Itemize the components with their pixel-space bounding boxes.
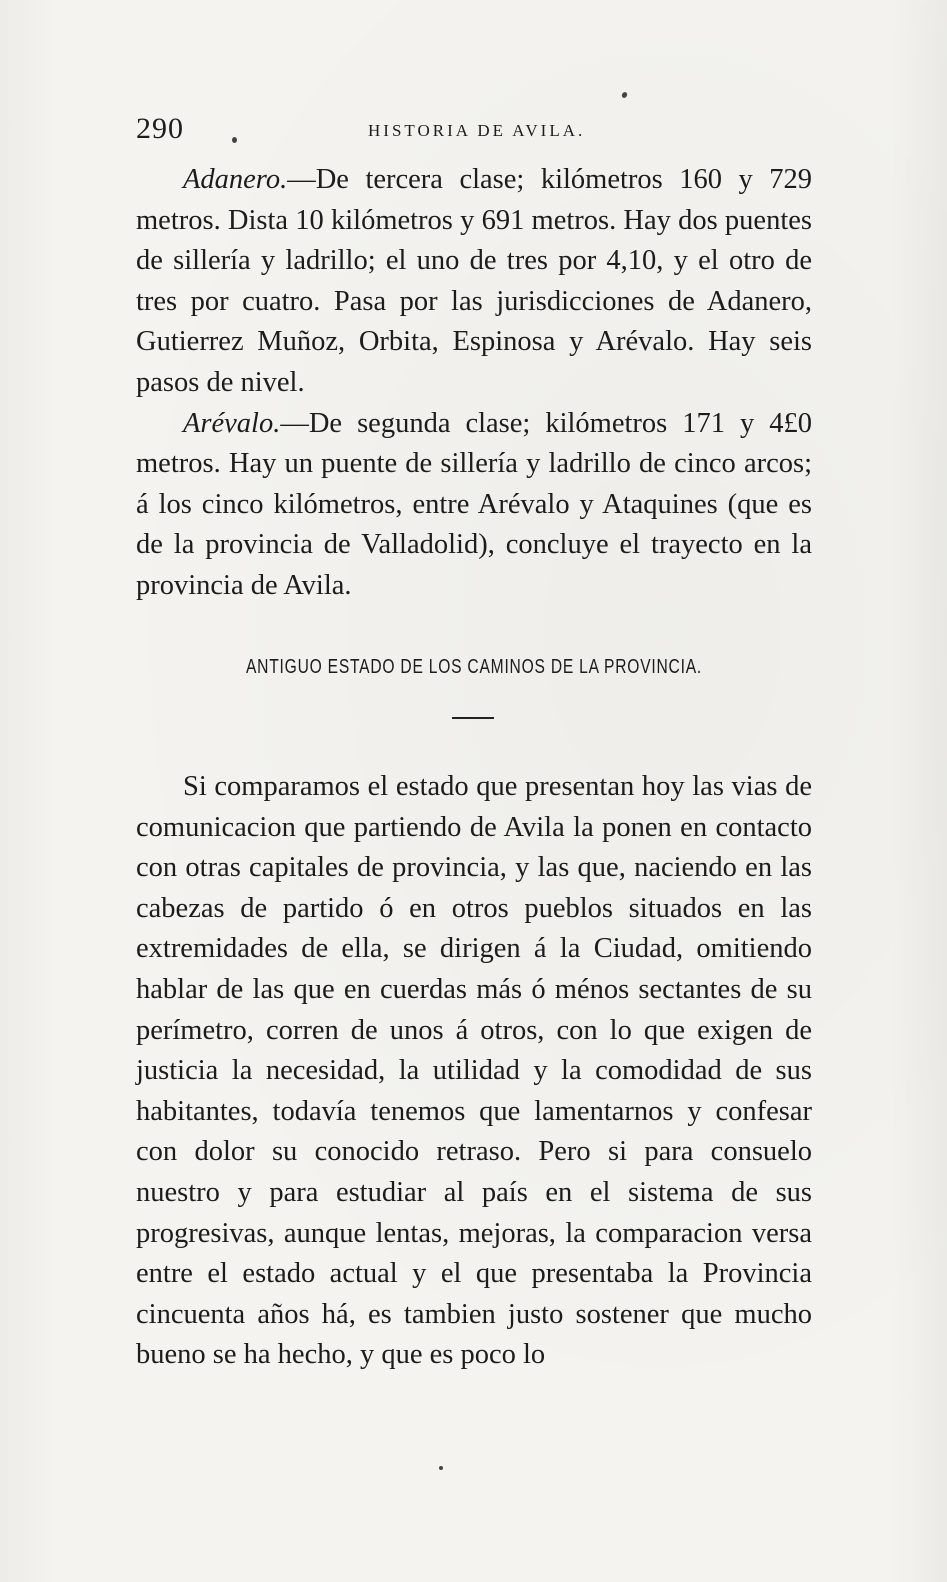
page-number: 290	[136, 112, 184, 145]
body-paragraph: Si comparamos el estado que presentan hoy las vias de comunicacion que partiendo de Avila la ponen en contacto con otras capitales de provincia, y las que, naciendo en las cabezas de partido ó en otros pueblos situados en las extremidades de ella, se dirigen á la Ciudad, omitiendo hablar de las que en cuerdas más ó ménos sectantes de su perímetro, corren de unos á otros, con lo que exigen de justicia la necesidad, la utilidad y la comodidad de sus habitantes, todavía tenemos que lamentarnos y confesar con dolor su conocido retraso. Pero si para consuelo nuestro y para estudiar al país en el sistema de sus progresivas, aunque lentas, mejoras, la comparacion versa entre el estado actual y el que presentaba la Provincia cincuenta años há, es tambien justo sostener que mucho bueno se ha hecho, y que es poco lo	[136, 771, 812, 1371]
entries-block	[136, 160, 812, 607]
entry-term: Adanero.	[183, 164, 288, 195]
ink-speck	[621, 91, 628, 99]
ink-speck	[232, 137, 237, 143]
entry-term: Arévalo.	[183, 407, 281, 439]
body-block	[136, 767, 812, 1376]
running-head	[136, 112, 816, 148]
section-heading: ANTIGUO ESTADO DE LOS CAMINOS DE LA PROVINCIA.	[245, 656, 703, 678]
entry-paragraph	[136, 160, 812, 404]
entry-text: —De segunda clase; kilómetros 171 y 4£0 metros. Hay un puente de sillería y ladrillo de cinco arcos; á los cinco kilómetros, entre Arévalo y Ataquines (que es de la provincia de Valladolid), concluye el trayecto en la provincia de Avila.	[136, 407, 812, 601]
entry-text: —De tercera clase; kilómetros 160 y 729 metros. Dista 10 kilómetros y 691 metros. Hay dos puentes de sillería y ladrillo; el uno de tres por 4,10, y el otro de tres por cuatro. Pasa por las jurisdicciones de Adanero, Gutierrez Muñoz, Orbita, Espinosa y Arévalo. Hay seis pasos de nivel.	[136, 164, 812, 398]
ink-speck	[439, 1466, 443, 1470]
heading-rule	[452, 717, 494, 719]
running-title: HISTORIA DE AVILA.	[368, 121, 586, 140]
entry-paragraph	[136, 404, 812, 607]
